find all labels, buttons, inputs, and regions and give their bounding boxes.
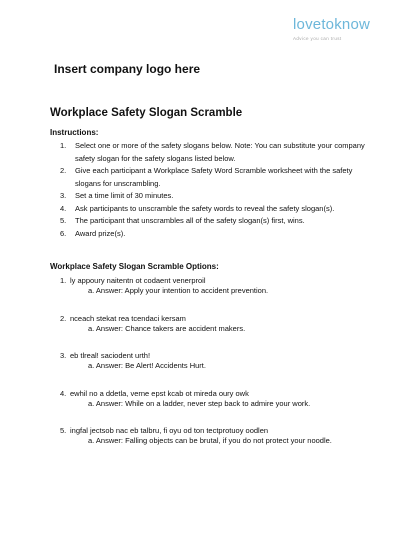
options-list — [60, 276, 372, 464]
instruction-item — [60, 190, 370, 203]
option-item — [60, 389, 372, 409]
option-answer: a. Answer: While on a ladder, never step back to admire your work. — [88, 398, 311, 408]
instruction-text: Set a time limit of 30 minutes. — [75, 191, 174, 200]
instruction-item — [60, 215, 370, 228]
option-answer: a. Answer: Be Alert! Accidents Hurt. — [88, 361, 206, 370]
instructions-list — [60, 140, 370, 240]
option-answer: a. Answer: Chance takers are accident makers. — [88, 323, 246, 333]
instruction-text: Award prize(s). — [75, 228, 126, 238]
option-item — [60, 351, 372, 371]
option-number: 4. — [60, 388, 67, 398]
instruction-text: Ask participants to unscramble the safety words to reveal the safety slogan(s). — [75, 203, 335, 213]
document-title: Workplace Safety Slogan Scramble — [50, 107, 243, 119]
instruction-number: 3. — [60, 191, 67, 200]
option-item — [60, 276, 372, 296]
instruction-item — [60, 203, 370, 216]
option-scramble: nceach stekat rea tcendaci kersam — [70, 313, 186, 323]
brand-tagline: Advice you can trust — [293, 36, 342, 41]
instruction-item — [60, 140, 370, 165]
instruction-text: Give each participant a Workplace Safety Word Scramble worksheet with the safety slogans for unscrambling. — [75, 166, 353, 188]
option-item — [60, 314, 372, 334]
instruction-number: 6. — [60, 228, 67, 238]
option-item — [60, 426, 372, 446]
instruction-number: 2. — [60, 166, 67, 175]
instruction-number: 5. — [60, 216, 67, 225]
option-number: 2. — [60, 313, 67, 323]
brand-logo-text: lovetoknow — [293, 16, 371, 33]
option-number: 5. — [60, 426, 67, 435]
option-answer: a. Answer: Apply your intention to accident prevention. — [88, 286, 269, 295]
instruction-text: The participant that unscrambles all of the safety slogan(s) first, wins. — [75, 216, 305, 225]
option-answer: a. Answer: Falling objects can be brutal, if you do not protect your noodle. — [88, 436, 332, 445]
instruction-item — [60, 165, 370, 190]
option-number: 1. — [60, 276, 67, 285]
option-scramble: ewhil no a ddetla, verne epst kcab ot mireda oury owk — [70, 388, 249, 398]
option-scramble: ingfal jectsob nac eb talbru, fi oyu od ton tectprotuoy oodlen — [70, 426, 269, 435]
instruction-item — [60, 228, 370, 241]
instructions-heading: Instructions: — [50, 128, 99, 137]
option-number: 3. — [60, 351, 67, 360]
instruction-text: Select one or more of the safety slogans below. Note: You can substitute your company safety slogan for the safety slogans listed below. — [75, 141, 365, 163]
options-heading: Workplace Safety Slogan Scramble Options: — [50, 262, 219, 271]
lovetoknow-logo — [293, 17, 405, 41]
option-scramble: ly appoury naitentn ot codaent venerproil — [70, 276, 206, 285]
instruction-number: 1. — [60, 141, 67, 150]
company-logo-placeholder: Insert company logo here — [54, 62, 201, 76]
option-scramble: eb tlreal! saciodent urth! — [70, 351, 151, 360]
instruction-number: 4. — [60, 203, 67, 213]
